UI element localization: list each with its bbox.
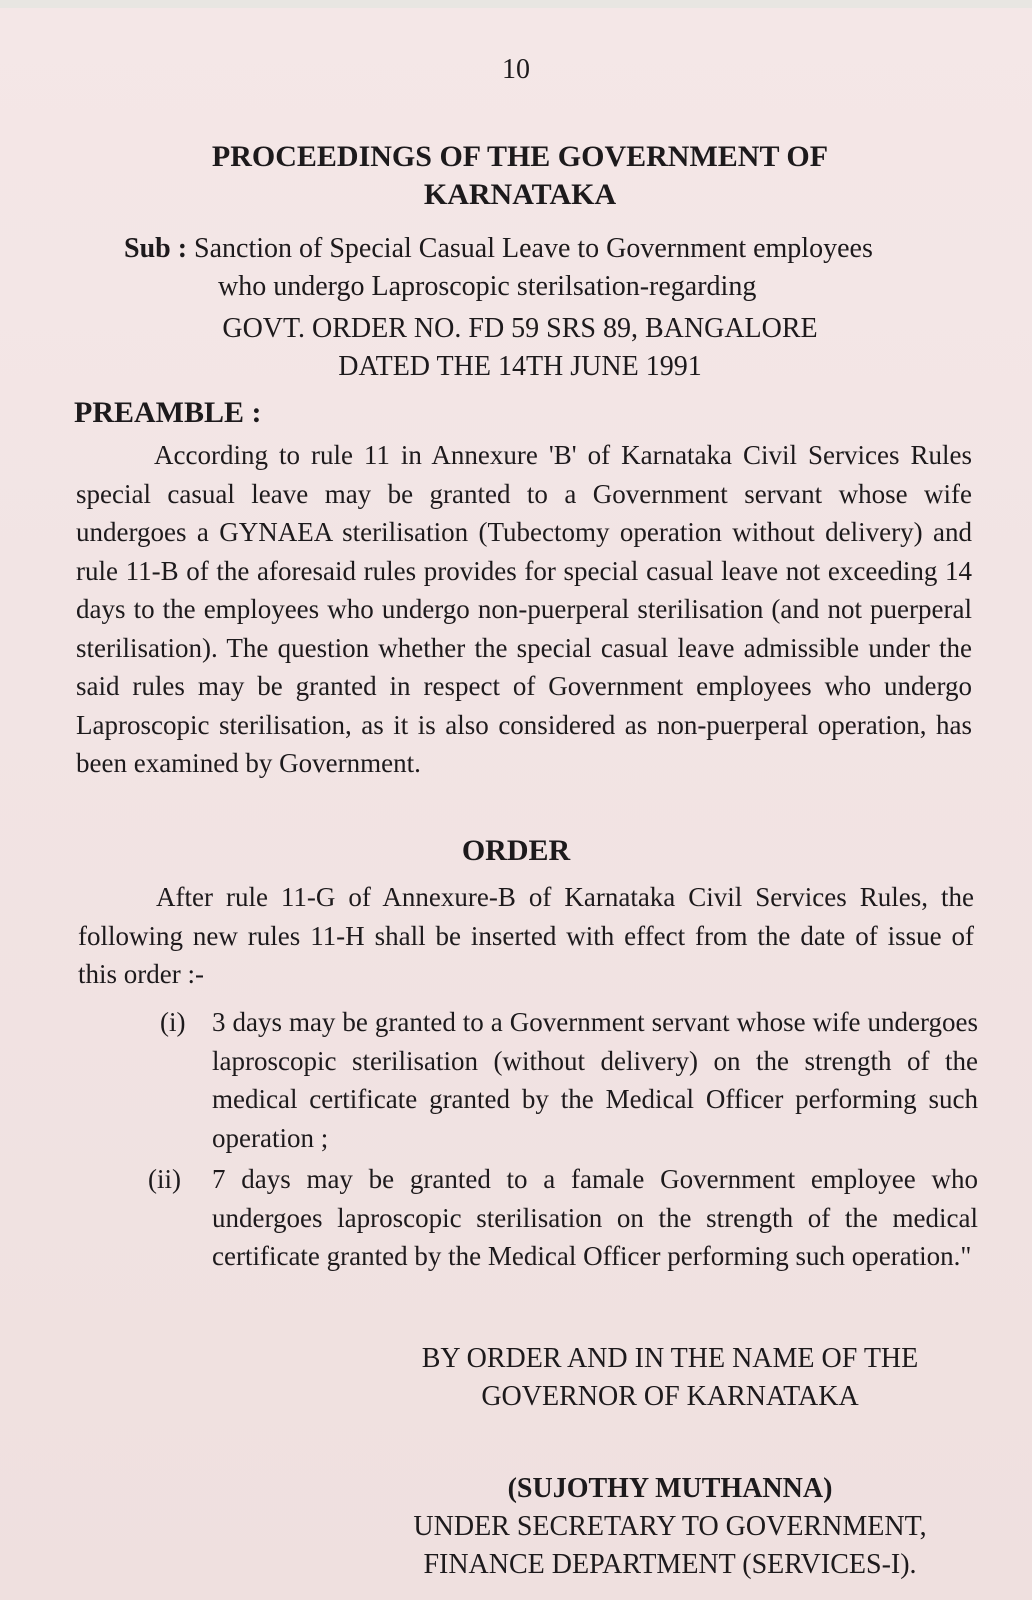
order-item (148, 1160, 978, 1276)
signatory-name: (SUJOTHY MUTHANNA) (507, 1473, 833, 1504)
signatory-designation-1: UNDER SECRETARY TO GOVERNMENT, (413, 1511, 927, 1542)
order-heading: ORDER (461, 834, 571, 867)
order-item-text: 3 days may be granted to a Government servant whose wife undergoes laproscopic sterilisation (without delivery) on the strength of the medical certificate granted by the Medical Officer performing such operation ; (212, 1007, 978, 1153)
document-page (0, 8, 1032, 1600)
signatory-block (360, 1470, 980, 1584)
subject-line-2: who undergo Laproscopic sterilsation-regarding (218, 271, 757, 302)
subject-block (124, 230, 974, 306)
subject-line-1: Sanction of Special Casual Leave to Government employees (194, 233, 873, 264)
authority-block (360, 1340, 980, 1416)
signatory-designation-2: FINANCE DEPARTMENT (SERVICES-I). (423, 1549, 917, 1580)
order-intro-paragraph: After rule 11-G of Annexure-B of Karnataka Civil Services Rules, the following new rules 11-H shall be inserted with effect from the date of issue of this order :- (78, 882, 974, 989)
title-line-2: KARNATAKA (423, 178, 617, 211)
preamble-heading: PREAMBLE : (74, 396, 262, 429)
page-number: 10 (502, 54, 530, 85)
subject-label: Sub : (124, 233, 188, 264)
order-item-number: (i) (160, 1007, 186, 1037)
order-item (160, 1003, 978, 1157)
title-line-1: PROCEEDINGS OF THE GOVERNMENT OF (211, 140, 829, 173)
order-item-number: (ii) (148, 1164, 181, 1194)
preamble-paragraph: According to rule 11 in Annexure 'B' of Karnataka Civil Services Rules special casual leave may be granted to a Government servant whose wife undergoes a GYNAEA sterilisation (Tubectomy operation without delivery) and rule 11-B of the aforesaid rules provides for special casual leave not exceeding 14 days to the employees who undergo non-puerperal sterilisation (and not puerperal sterilisation). The question whether the special casual leave admissible under the said rules may be granted in respect of Government employees who undergo Laproscopic sterilisation, as it is also considered as non-puerperal operation, has been examined by Government. (76, 440, 972, 778)
order-number-block (170, 310, 870, 386)
order-date-line: DATED THE 14TH JUNE 1991 (338, 351, 702, 382)
order-number-line-1: GOVT. ORDER NO. FD 59 SRS 89, BANGALORE (222, 313, 818, 344)
authority-line-1: BY ORDER AND IN THE NAME OF THE (421, 1343, 919, 1374)
authority-line-2: GOVERNOR OF KARNATAKA (481, 1381, 859, 1412)
order-item-text: 7 days may be granted to a famale Government employee who undergoes laproscopic sterilisation on the strength of the medical certificate granted by the Medical Officer performing such operation." (212, 1164, 978, 1271)
document-title (170, 138, 870, 214)
